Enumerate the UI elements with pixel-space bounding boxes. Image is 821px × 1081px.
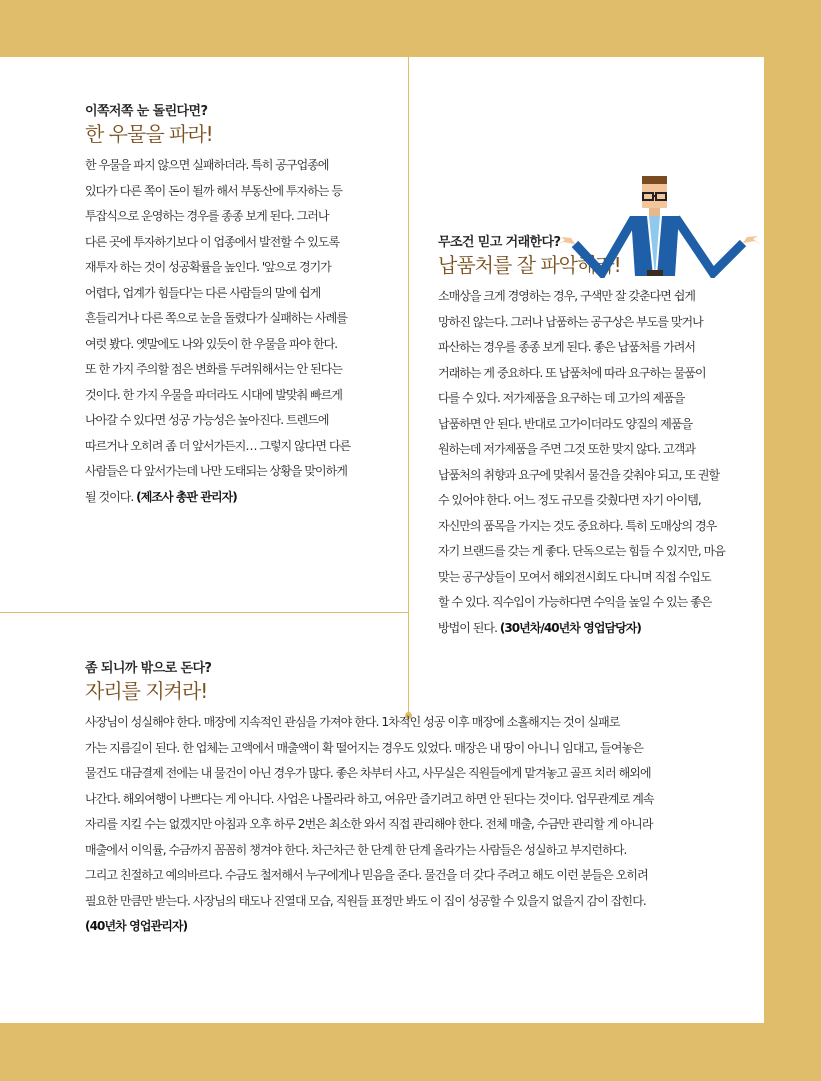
source-credit: (제조사 총판 관리자) <box>136 489 237 504</box>
body-line: 물건도 대금결제 전에는 내 물건이 아닌 경우가 많다. 좋은 차부터 사고, 사무실은 직원들에게 맡겨놓고 골프 치러 해외에 <box>85 766 651 780</box>
column-divider-horizontal <box>0 612 408 613</box>
tip-section-stay-put <box>85 660 654 940</box>
body-line-last <box>85 485 350 511</box>
body-line: 사람들은 다 앞서가는데 나만 도태되는 상황을 맞이하게 <box>85 464 347 478</box>
section-headline: 자리를 지켜라! <box>85 679 208 703</box>
body-line: 나아갈 수 있다면 성공 가능성은 높아진다. 트렌드에 <box>85 413 329 427</box>
body-line: 파산하는 경우를 종종 보게 된다. 좋은 납품처를 가려서 <box>438 340 696 354</box>
body-line: 것이다. 한 가지 우물을 파더라도 시대에 발맞춰 빠르게 <box>85 387 343 402</box>
tip-section-suppliers <box>438 234 725 641</box>
tip-section-one-well <box>85 103 350 510</box>
body-line: 그리고 친절하고 예의바르다. 수금도 철저해서 누구에게나 믿음을 준다. 물건을 더 갖다 주려고 해도 이런 분들은 오히려 <box>85 868 648 882</box>
body-line: 사장님이 성실해야 한다. 매장에 지속적인 관심을 가져야 한다. 1차적인 성공 이후 매장에 소홀해지는 것이 실패로 <box>85 715 620 729</box>
body-line: 따르거나 오히려 좀 더 앞서가든지… 그렇지 않다면 다른 <box>85 438 351 453</box>
body-line: 납품처의 취향과 요구에 맞춰서 물건을 갖춰야 되고, 또 권할 <box>438 467 720 482</box>
section-body <box>438 284 725 641</box>
body-line: 흔들리거나 다른 쪽으로 눈을 돌렸다가 실패하는 사례를 <box>85 311 347 325</box>
body-line: 납품하면 안 된다. 반대로 고가이더라도 양질의 제품을 <box>438 416 693 431</box>
section-headline: 납품처를 잘 파악해라! <box>438 253 621 277</box>
body-line-last <box>85 914 654 940</box>
body-line: 원하는데 저가제품을 주면 그것 또한 맞지 않다. 고객과 <box>438 442 696 456</box>
body-line: 맞는 공구상들이 모여서 해외전시회도 다니며 직접 수입도 <box>438 569 711 584</box>
section-kicker: 이쪽저쪽 눈 돌린다면? <box>85 104 208 119</box>
body-line: 어렵다, 업계가 힘들다'는 다른 사람들의 말에 쉽게 <box>85 285 321 300</box>
body-line: 소매상을 크게 경영하는 경우, 구색만 잘 갖춘다면 쉽게 <box>438 289 696 303</box>
body-line: 또 한 가지 주의할 점은 변화를 두려워해서는 안 된다는 <box>85 362 343 376</box>
body-line-text: 될 것이다. <box>85 489 137 504</box>
source-credit: (40년차 영업관리자) <box>85 919 188 933</box>
section-headline: 한 우물을 파라! <box>85 122 213 146</box>
body-line: 투잡식으로 운영하는 경우를 종종 보게 된다. 그러나 <box>85 209 329 223</box>
column-divider-vertical <box>408 57 409 717</box>
section-kicker: 좀 되니까 밖으로 돈다? <box>85 661 212 676</box>
body-line: 있다가 다른 쪽이 돈이 될까 해서 부동산에 투자하는 등 <box>85 183 343 198</box>
body-line: 재투자 하는 것이 성공확률을 높인다. '앞으로 경기가 <box>85 260 331 274</box>
body-line: 할 수 있다. 직수입이 가능하다면 수익을 높일 수 있는 좋은 <box>438 595 712 609</box>
body-line: 가는 지름길이 된다. 한 업체는 고액에서 매출액이 확 떨어지는 경우도 있었다. 매장은 내 땅이 아니니 임대고, 들여놓은 <box>85 740 643 755</box>
body-line: 나간다. 해외여행이 나쁘다는 게 아니다. 사업은 나몰라라 하고, 여유만 즐기려고 하면 안 된다는 것이다. 업무관계로 계속 <box>85 791 654 806</box>
section-body <box>85 153 350 510</box>
section-kicker: 무조건 믿고 거래한다? <box>438 235 561 250</box>
body-line: 한 우물을 파지 않으면 실패하더라. 특히 공구업종에 <box>85 158 329 172</box>
body-line: 다를 수 있다. 저가제품을 요구하는 데 고가의 제품을 <box>438 391 685 405</box>
body-line: 자리를 지킬 수는 없겠지만 아침과 오후 하루 2번은 최소한 와서 직접 관리해야 한다. 전체 매출, 수금만 관리할 게 아니라 <box>85 817 653 831</box>
body-line: 망하진 않는다. 그러나 납품하는 공구상은 부도를 맞거나 <box>438 314 703 329</box>
body-line: 여럿 봤다. 옛말에도 나와 있듯이 한 우물을 파야 한다. <box>85 336 338 351</box>
body-line-last <box>438 616 725 642</box>
body-line: 자기 브랜드를 갖는 게 좋다. 단독으로는 힘들 수 있지만, 마음 <box>438 544 725 558</box>
source-credit: (30년차/40년차 영업담당자) <box>499 620 641 635</box>
businessman-shrugging-icon <box>555 118 765 278</box>
body-line: 다른 곳에 투자하기보다 이 업종에서 발전할 수 있도록 <box>85 234 340 249</box>
body-line: 필요한 만큼만 받는다. 사장님의 태도나 진열대 모습, 직원들 표정만 봐도 이 집이 성공할 수 있을지 없을지 감이 잡힌다. <box>85 893 646 908</box>
body-line: 매출에서 이익률, 수금까지 꼼꼼히 챙겨야 한다. 차근차근 한 단계 한 단계 올라가는 사람들은 성실하고 부지런하다. <box>85 842 627 857</box>
body-line-text: 방법이 된다. <box>438 620 500 635</box>
body-line: 거래하는 게 중요하다. 또 납품처에 따라 요구하는 물품이 <box>438 365 706 380</box>
body-line: 자신만의 품목을 가지는 것도 중요하다. 특히 도매상의 경우 <box>438 518 717 533</box>
body-line: 수 있어야 한다. 어느 정도 규모를 갖췄다면 자기 아이템, <box>438 493 701 507</box>
section-body <box>85 710 654 940</box>
